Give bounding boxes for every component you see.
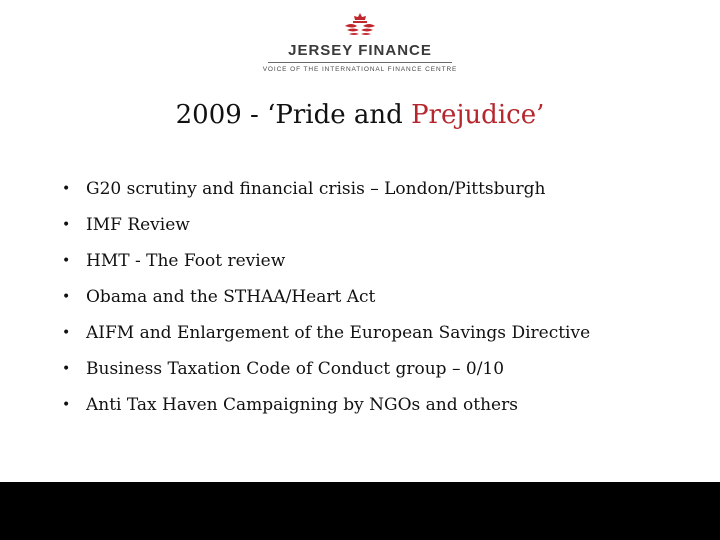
bullet-dot: • bbox=[62, 181, 71, 197]
list-item bbox=[62, 248, 702, 284]
jersey-crest-icon bbox=[339, 12, 381, 40]
logo-divider bbox=[268, 62, 452, 63]
bullet-text: Business Taxation Code of Conduct group – 0/10 bbox=[86, 359, 505, 379]
list-item bbox=[62, 320, 702, 356]
bullet-dot: • bbox=[62, 325, 71, 341]
brand-tagline: VOICE OF THE INTERNATIONAL FINANCE CENTRE bbox=[262, 66, 458, 73]
list-item bbox=[62, 284, 702, 320]
title-accent: Prejudice’ bbox=[411, 100, 545, 130]
slide-title bbox=[0, 100, 720, 130]
list-item bbox=[62, 176, 702, 212]
list-item bbox=[62, 392, 702, 428]
list-item bbox=[62, 212, 702, 248]
bullet-list bbox=[62, 176, 702, 428]
bullet-dot: • bbox=[62, 253, 71, 269]
footer-bar bbox=[0, 482, 720, 540]
bullet-text: G20 scrutiny and financial crisis – London/Pittsburgh bbox=[86, 179, 546, 199]
bullet-text: IMF Review bbox=[86, 215, 190, 235]
bullet-text: HMT - The Foot review bbox=[86, 251, 286, 271]
jersey-finance-logo bbox=[262, 12, 458, 78]
bullet-dot: • bbox=[62, 361, 71, 377]
title-prefix: 2009 - ‘Pride and bbox=[175, 100, 412, 130]
bullet-text: AIFM and Enlargement of the European Savings Directive bbox=[86, 323, 591, 343]
bullet-dot: • bbox=[62, 397, 71, 413]
bullet-text: Anti Tax Haven Campaigning by NGOs and others bbox=[86, 395, 518, 415]
bullet-text: Obama and the STHAA/Heart Act bbox=[86, 287, 376, 307]
brand-name: JERSEY FINANCE bbox=[288, 42, 432, 59]
bullet-dot: • bbox=[62, 217, 71, 233]
list-item bbox=[62, 356, 702, 392]
bullet-dot: • bbox=[62, 289, 71, 305]
